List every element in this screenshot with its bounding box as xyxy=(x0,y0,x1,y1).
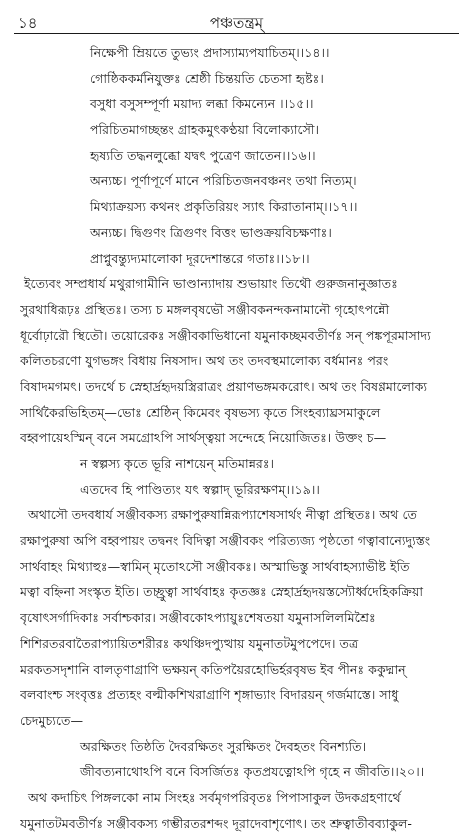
page-header xyxy=(14,10,459,34)
prose-line: মত্বা বহ্নিনা সংস্কৃত ইতি। তচ্ছ্রুত্বা সার্থবাহঃ কৃতজ্ঞঃ স্নেহার্দ্রহৃদয়স্তস্যৌর্ধ্বদেহিকক্রিয়া xyxy=(20,584,424,600)
verse-line: অন্যচ্চ। দ্বিগুণং ত্রিগুণং বিত্তং ভাণ্ডক্রয়বিচক্ষণাঃ। xyxy=(90,224,332,240)
prose-line: শিশিরতরবাতৈরাপ্যায়িতশরীরঃ কথঞ্চিদপ্যুত্থায় যমুনাতটমুপপেদে। তত্র xyxy=(20,635,359,651)
prose-line: বিষাদমগমৎ। তদর্থে চ স্নেহার্দ্রহৃদয়স্ত্রিরাত্রং প্রয়াণভঙ্গমকরোৎ। অথ তং বিষণ্ণমালোক্য xyxy=(20,378,428,394)
verse-line: এতদেব হি পাণ্ডিত্যং যৎ স্বল্পাদ্ ভূরিরক্ষণম্।।১৯।। xyxy=(80,481,320,497)
running-title: পঞ্চতন্ত্রম্ xyxy=(209,14,264,32)
prose-line: ধূর্বোঢ়ারৌ স্থিতৌ। তয়োরেকঃ সঞ্জীবকাভিধানো যমুনাকচ্ছমবতীর্ণঃ সন্ পঙ্কপূরমাসাদ্য xyxy=(20,327,431,343)
verse-line: প্রাপ্নুবন্ত্যুদ্যমালোকা দূরদেশান্তরে গতাঃ।।১৮।। xyxy=(90,250,310,266)
verse-line: জীবত্যনাথোঽপি বনে বিসর্জিতঃ কৃতপ্রযত্নোঽপি গৃহে ন জীবতি।।২০।। xyxy=(80,764,425,780)
verse-line: গোষ্ঠিককর্মনিযুক্তঃ শ্রেষ্ঠী চিন্তয়তি চেতসা হৃষ্টঃ। xyxy=(90,70,324,86)
prose-line: সার্থবাহং মিথ্যাহুঃ—স্বামিন্ মৃতোঽসৌ সঞ্জীবকঃ। অস্মাভিস্তু সার্থবাহস্যাভীষ্ট ইতি xyxy=(20,558,410,574)
verse-line: বসুধা বসুসম্পূর্ণা ময়াদ্য লব্ধা কিমন্যেন ।।১৫।। xyxy=(90,96,314,112)
prose-line: অথ কদাচিৎ পিঙ্গলকো নাম সিংহঃ সর্বমৃগপরিবৃতঃ পিপাসাকুল উদকগ্রহণার্থে xyxy=(28,789,401,805)
body-text xyxy=(20,40,463,836)
prose-line: কলিতচরণো যুগভঙ্গং বিধায় নিষসাদ। অথ তং তদবস্থমালোক্য বর্ধমানঃ পরং xyxy=(20,353,389,369)
verse-line: অন্যচ্চ। পূর্ণাপূর্ণে মানে পরিচিতজনবঞ্চনং তথা নিত্যম্। xyxy=(90,173,357,189)
prose-line: সুরথাধিরূঢ়ঃ প্রস্থিতঃ। তস্য চ মঙ্গলবৃষভৌ সঞ্জীবকনন্দকনামানৌ গৃহোৎপন্নৌ xyxy=(20,301,390,317)
verse-line: হৃষ্যতি তদ্ধনলুব্ধো যদ্বৎ পুত্রেণ জাতেন।।১৬।। xyxy=(90,147,316,163)
header-rule xyxy=(14,33,459,34)
prose-line: বলবাংশ্চ সংবৃত্তঃ প্রত্যহং বল্মীকশিখরাগ্রাণি শৃঙ্গাভ্যাং বিদারয়ন্ গর্জমাস্তে। সাধু xyxy=(20,687,399,703)
verse-line: নিক্ষেপী ম্রিয়তে তুভ্যং প্রদাস্যাম্যপযাচিতম্।।১৪।। xyxy=(90,45,330,60)
prose-line: ইত্যেবং সম্প্রধার্য মথুরাগামীনি ভাণ্ডান্যাদায় শুভায়াং তিথৌ গুরুজনানুজ্ঞাতঃ xyxy=(24,276,398,292)
page-number: ১৪ xyxy=(18,14,38,32)
verse-line: পরিচিতমাগচ্ছন্তং গ্রাহকমুৎকণ্ঠয়া বিলোক্যাসৌ। xyxy=(90,122,320,138)
verse-line: মিথ্যাক্রয়স্য কথনং প্রকৃতিরিয়ং স্যাৎ কিরাতানাম্।।১৭।। xyxy=(90,199,358,215)
prose-line: যমুনাতটমবতীর্ণঃ সঞ্জীবকস্য গম্ভীরতরশব্দং দূরাদেবাশৃণোৎ। তং শ্রুত্বাতীবব্যাকুল- xyxy=(20,815,412,831)
verse-line: ন স্বল্পস্য কৃতে ভূরি নাশয়েন্ মতিমান্নরঃ। xyxy=(80,456,275,471)
prose-line: মরকতসদৃশানি বালতৃণাগ্রাণি ভক্ষয়ন্ কতিপয়ৈরহোভির্হরবৃষভ ইব পীনঃ ককুদ্মান্ xyxy=(20,661,406,677)
prose-line: বহ্বপায়েঽস্মিন্ বনে সমগ্রোঽপি সার্থস্ত্বয়া সন্দেহে নিয়োজিতঃ। উক্তং চ— xyxy=(20,430,387,446)
prose-line: বৃষোৎসর্গাদিকাঃ সর্বাশ্চকার। সঞ্জীবকোঽপ্যায়ুঃশেষতয়া যমুনাসলিলমিশ্রৈঃ xyxy=(20,610,376,626)
prose-line: চেদমুচ্যতে— xyxy=(20,712,84,728)
prose-line: সার্থিকৈরভিহিতম্—ভোঃ শ্রেষ্ঠিন্ কিমেবং বৃষভস্য কৃতে সিংহব্যাঘ্রসমাকুলে xyxy=(20,404,381,420)
prose-line: অথাসৌ তদবধার্য সঞ্জীবকস্য রক্ষাপুরুষান্নিরূপ্যাশেষসার্থং নীত্বা প্রস্থিতঃ। অথ তে xyxy=(28,507,417,523)
prose-line: রক্ষাপুরুষা অপি বহ্বপায়ং তদ্বনং বিদিত্বা সঞ্জীবকং পরিত্যজ্য পৃষ্ঠতো গত্বাবান্যেদ্যুস্তং xyxy=(20,533,431,549)
verse-line: অরক্ষিতং তিষ্ঠতি দৈবরক্ষিতং সুরক্ষিতং দৈবহতং বিনশ্যতি। xyxy=(80,738,367,754)
